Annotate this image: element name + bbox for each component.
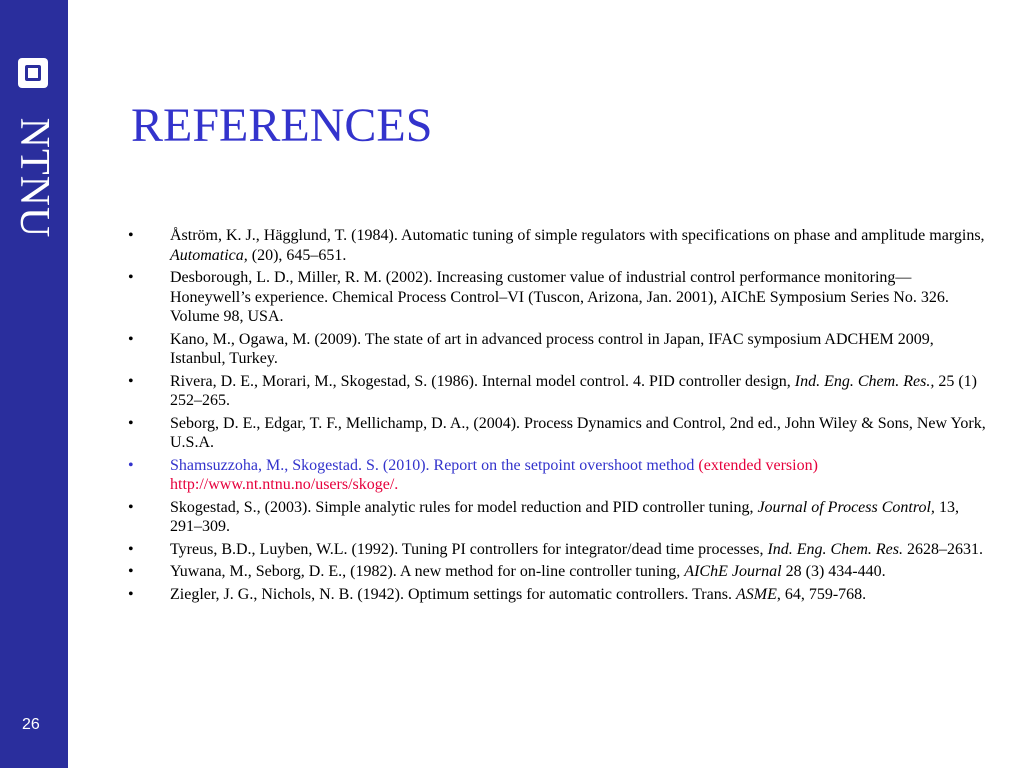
reference-item-highlighted[interactable]: • Shamsuzzoha, M., Skogestad. S. (2010). Report on the setpoint overshoot method (extended version) http://www.nt.ntnu.no/users/skoge/. xyxy=(128,456,818,493)
bullet-icon: • xyxy=(128,498,134,516)
reference-item: • Kano, M., Ogawa, M. (2009). The state of art in advanced process control in Japan, IFAC symposium ADCHEM 2009, Istanbul, Turkey. xyxy=(128,330,934,367)
bullet-icon: • xyxy=(128,414,134,432)
bullet-icon: • xyxy=(128,456,134,474)
reference-item: • Seborg, D. E., Edgar, T. F., Mellichamp, D. A., (2004). Process Dynamics and Control, 2nd ed., John Wiley & Sons, New York, U.S.A. xyxy=(128,414,986,451)
bullet-icon: • xyxy=(128,585,134,603)
page-title: REFERENCES xyxy=(131,99,433,152)
ntnu-logo-icon xyxy=(18,58,48,88)
bullet-icon: • xyxy=(128,227,134,244)
ntnu-logo-text: NTNU xyxy=(11,117,57,239)
bullet-icon: • xyxy=(128,563,134,580)
bullet-icon: • xyxy=(128,540,134,558)
bullet-icon: • xyxy=(128,269,134,286)
reference-item: • Tyreus, B.D., Luyben, W.L. (1992). Tuning PI controllers for integrator/dead time processes, Ind. Eng. Chem. Res. 2628–2631. xyxy=(128,540,983,558)
reference-item: • Yuwana, M., Seborg, D. E., (1982). A new method for on-line controller tuning, AIChE Journal 28 (3) 434-440. xyxy=(128,563,886,580)
reference-link[interactable]: (extended version) http://www.nt.ntnu.no/users/skoge/. xyxy=(170,456,818,493)
reference-item: • Skogestad, S., (2003). Simple analytic rules for model reduction and PID controller tuning, Journal of Process Control, 13, 291–309. xyxy=(128,498,959,535)
reference-item: • Rivera, D. E., Morari, M., Skogestad, S. (1986). Internal model control. 4. PID controller design, Ind. Eng. Chem. Res., 25 (1) 252–265. xyxy=(128,372,977,409)
reference-item: • Desborough, L. D., Miller, R. M. (2002). Increasing customer value of industrial control performance monitoring—Honeywell’s experience. Chemical Process Control–VI (Tuscon, Arizona, Jan. 2001), AIChE Symposium Series No. 326. Volume 98, USA. xyxy=(128,269,949,325)
bullet-icon: • xyxy=(128,330,134,348)
bullet-icon: • xyxy=(128,372,134,390)
slide-number: 26 xyxy=(22,716,40,733)
reference-list xyxy=(128,226,990,607)
sidebar xyxy=(0,0,68,768)
reference-item: • Åström, K. J., Hägglund, T. (1984). Automatic tuning of simple regulators with specifications on phase and amplitude margins, Automatica, (20), 645–651. xyxy=(128,227,985,264)
reference-item: • Ziegler, J. G., Nichols, N. B. (1942). Optimum settings for automatic controllers. Trans. ASME, 64, 759-768. xyxy=(128,585,867,603)
